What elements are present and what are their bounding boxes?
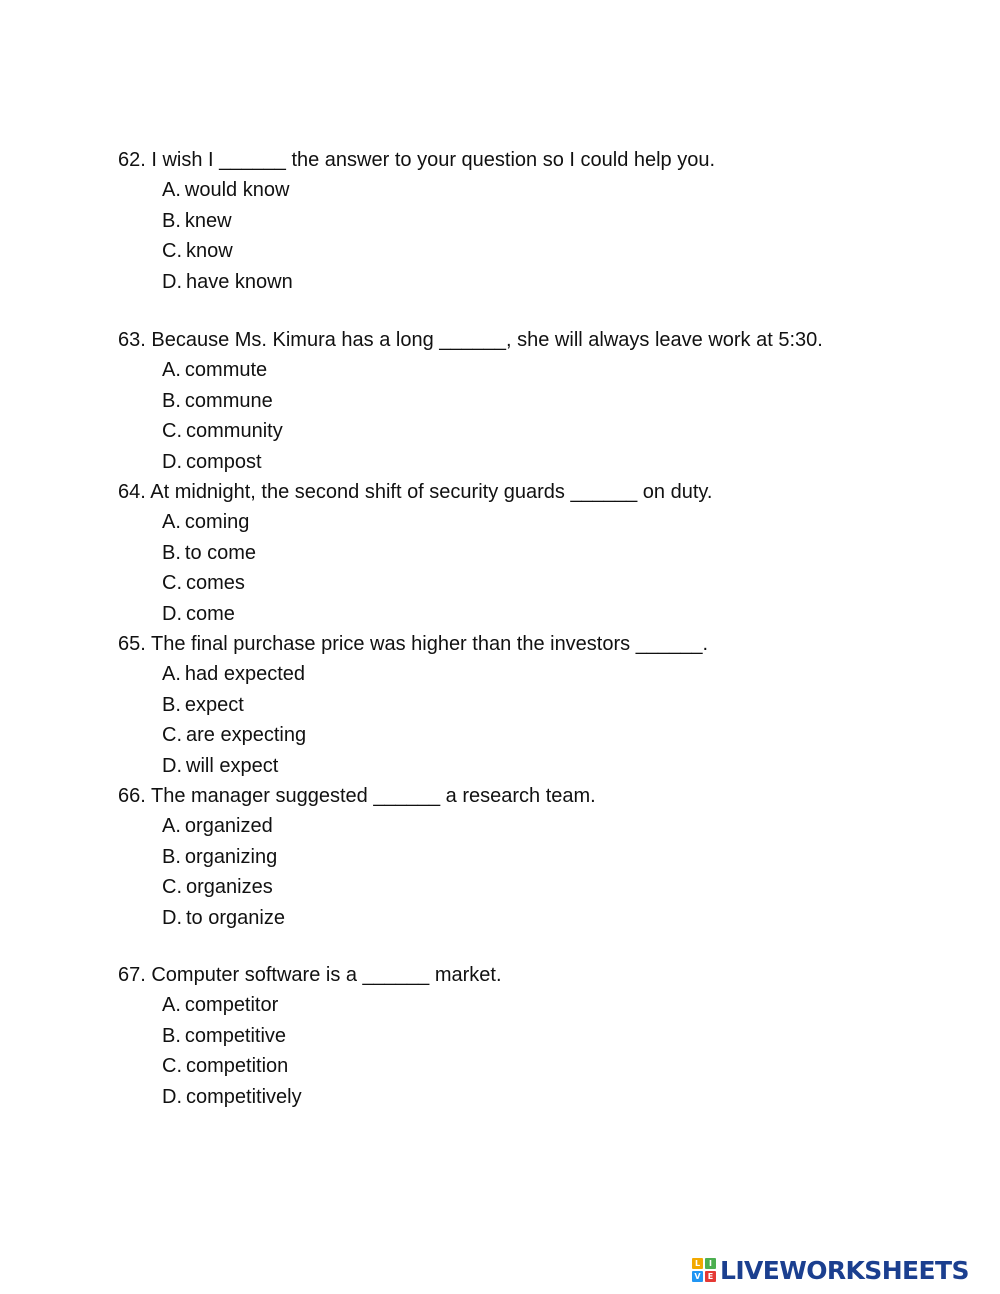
question-66	[118, 781, 596, 933]
option-d[interactable]	[118, 903, 596, 933]
option-text: commute	[184, 359, 268, 382]
question-stem: 67. Computer software is a ______ market.	[118, 964, 502, 986]
option-d[interactable]	[118, 447, 823, 477]
option-text: would know	[184, 179, 290, 202]
option-letter: C.	[162, 1055, 182, 1078]
option-c[interactable]	[118, 872, 596, 902]
option-text: compost	[186, 450, 262, 473]
option-text: expect	[184, 693, 244, 716]
question-stem: 64. At midnight, the second shift of security guards ______ on duty.	[118, 481, 713, 503]
option-text: coming	[184, 511, 250, 534]
option-letter: A.	[162, 994, 181, 1017]
option-text: organizing	[184, 845, 278, 868]
option-b[interactable]	[118, 1021, 502, 1051]
option-letter: B.	[162, 389, 181, 412]
option-letter: C.	[162, 724, 182, 747]
option-text: community	[186, 420, 283, 443]
option-d[interactable]	[118, 267, 715, 297]
option-text: to come	[184, 541, 257, 564]
question-stem: 66. The manager suggested ______ a research team.	[118, 785, 596, 807]
option-text: comes	[186, 572, 245, 595]
option-letter: A.	[162, 359, 181, 382]
option-text: will expect	[186, 754, 279, 777]
option-letter: D.	[162, 270, 182, 293]
option-text: competitor	[184, 994, 279, 1017]
logo-text: LIVEWORKSHEETS	[720, 1255, 969, 1285]
option-c[interactable]	[118, 720, 708, 750]
option-text: had expected	[184, 663, 306, 686]
logo-tile: L	[692, 1258, 703, 1269]
option-b[interactable]	[118, 538, 712, 568]
option-letter: B.	[162, 541, 181, 564]
option-a[interactable]	[118, 659, 708, 689]
option-letter: B.	[162, 693, 181, 716]
option-c[interactable]	[118, 1051, 502, 1081]
option-b[interactable]	[118, 386, 823, 416]
option-letter: B.	[162, 845, 181, 868]
option-text: competitive	[184, 1024, 287, 1047]
question-stem: 62. I wish I ______ the answer to your question so I could help you.	[118, 149, 716, 171]
option-text: organized	[184, 815, 273, 838]
option-b[interactable]	[118, 206, 715, 236]
question-stem: 65. The final purchase price was higher than the investors ______.	[118, 633, 708, 655]
option-text: have known	[186, 270, 293, 293]
option-d[interactable]	[118, 599, 712, 629]
option-a[interactable]	[118, 355, 823, 385]
option-letter: D.	[162, 602, 182, 625]
logo-tile: V	[692, 1271, 703, 1282]
option-letter: D.	[162, 1085, 182, 1108]
option-c[interactable]	[118, 416, 823, 446]
question-64	[118, 477, 712, 629]
option-letter: C.	[162, 240, 182, 263]
option-text: knew	[184, 209, 232, 232]
option-d[interactable]	[118, 751, 708, 781]
logo-tile: E	[705, 1271, 716, 1282]
option-letter: D.	[162, 906, 182, 929]
option-text: know	[186, 240, 233, 263]
option-a[interactable]	[118, 811, 596, 841]
option-letter: A.	[162, 815, 181, 838]
question-65	[118, 629, 708, 781]
option-letter: B.	[162, 209, 181, 232]
option-a[interactable]	[118, 175, 715, 205]
option-text: come	[186, 602, 235, 625]
option-b[interactable]	[118, 690, 708, 720]
option-d[interactable]	[118, 1082, 502, 1112]
option-letter: A.	[162, 663, 181, 686]
logo-mark	[692, 1258, 716, 1282]
option-b[interactable]	[118, 842, 596, 872]
option-letter: D.	[162, 754, 182, 777]
option-letter: A.	[162, 511, 181, 534]
question-63	[118, 325, 823, 477]
option-text: competition	[186, 1055, 289, 1078]
option-letter: A.	[162, 179, 181, 202]
option-text: commune	[184, 389, 273, 412]
option-letter: C.	[162, 572, 182, 595]
option-text: to organize	[186, 906, 285, 929]
question-stem: 63. Because Ms. Kimura has a long ______, she will always leave work at 5:30.	[118, 329, 823, 351]
option-c[interactable]	[118, 568, 712, 598]
logo-tile: I	[705, 1258, 716, 1269]
option-text: organizes	[186, 876, 273, 899]
question-67	[118, 960, 502, 1112]
option-letter: D.	[162, 450, 182, 473]
option-c[interactable]	[118, 236, 715, 266]
option-text: are expecting	[186, 724, 307, 747]
option-letter: C.	[162, 420, 182, 443]
option-letter: C.	[162, 876, 182, 899]
option-a[interactable]	[118, 507, 712, 537]
option-a[interactable]	[118, 990, 502, 1020]
option-text: competitively	[186, 1085, 302, 1108]
question-62	[118, 145, 715, 297]
option-letter: B.	[162, 1024, 181, 1047]
liveworksheets-logo	[692, 1254, 969, 1286]
